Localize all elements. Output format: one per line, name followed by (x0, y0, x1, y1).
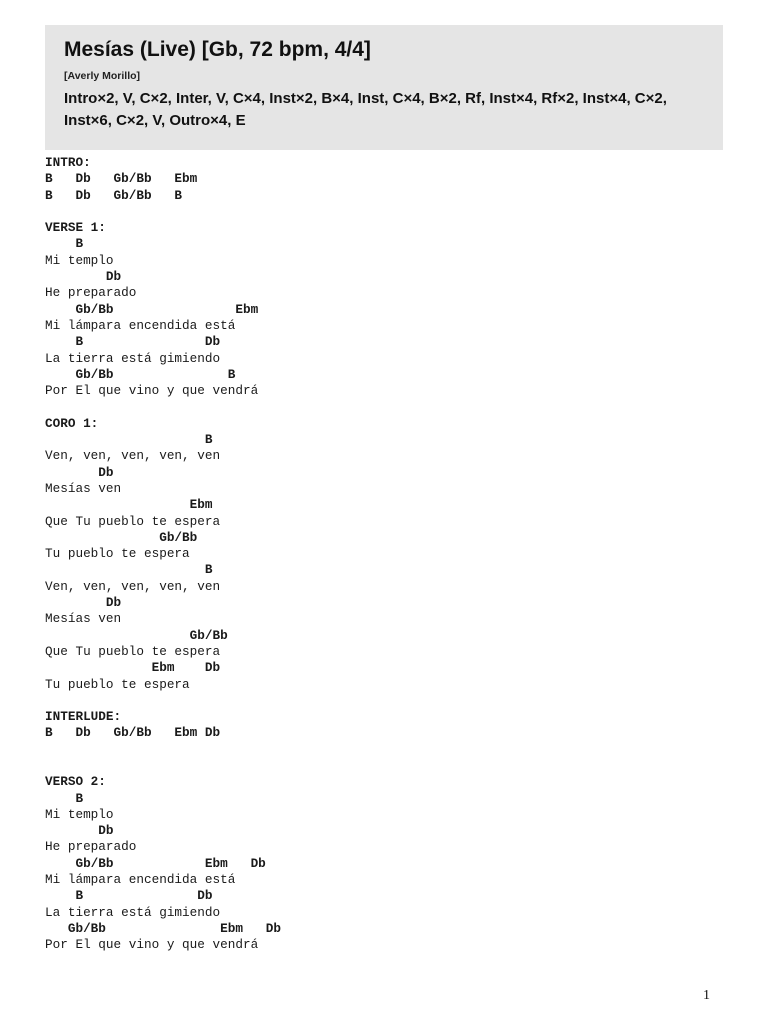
lyric-line: Mi lámpara encendida está (45, 872, 236, 888)
section-heading: INTERLUDE: (45, 709, 122, 725)
blank-line (45, 693, 281, 709)
section-heading: VERSO 2: (45, 774, 106, 790)
lyric-line: Que Tu pueblo te espera (45, 643, 221, 659)
lyric-line: He preparado (45, 285, 137, 301)
lyric-line: Tu pueblo te espera (45, 546, 190, 562)
chord-line: B Db (45, 334, 221, 350)
chord-line: B Db Gb/Bb Ebm Db (45, 725, 221, 741)
chord-line: B (45, 432, 213, 448)
chord-line: Gb/Bb Ebm (45, 301, 259, 317)
chord-line: B (45, 790, 84, 806)
lyric-line: Mi templo (45, 252, 114, 268)
song-structure: Intro×2, V, C×2, Inter, V, C×4, Inst×2, B×4, Inst, C×4, B×2, Rf, Inst×4, Rf×2, Inst×4, C×2, Inst×6, C×2, V, Outro×4, E (64, 90, 667, 129)
chord-line: Ebm Db (45, 660, 221, 676)
section-heading: VERSE 1: (45, 220, 106, 236)
lyric-line: Tu pueblo te espera (45, 676, 190, 692)
section-heading: INTRO: (45, 155, 91, 170)
song-header (45, 25, 723, 150)
chord-line: B (45, 236, 84, 252)
chord-line: Db (45, 464, 114, 480)
chord-line: B Db (45, 888, 213, 904)
section-heading: CORO 1: (45, 415, 99, 431)
lyric-line: Mesías ven (45, 611, 122, 627)
chord-line: Gb/Bb (45, 627, 228, 643)
chord-line: Db (45, 595, 122, 611)
lyric-line: Que Tu pueblo te espera (45, 513, 221, 529)
chord-line: B Db Gb/Bb B (45, 187, 183, 203)
chord-line: Gb/Bb B (45, 366, 236, 382)
lyric-line: Mi templo (45, 806, 114, 822)
chord-line: Gb/Bb Ebm Db (45, 855, 266, 871)
chord-line: B Db Gb/Bb Ebm (45, 171, 198, 187)
lyric-line: Mi lámpara encendida está (45, 317, 236, 333)
lyric-line: Por El que vino y que vendrá (45, 937, 259, 953)
lyric-line: La tierra está gimiendo (45, 350, 221, 366)
chord-line: Ebm (45, 497, 213, 513)
blank-line (45, 742, 281, 758)
lyric-line: He preparado (45, 839, 137, 855)
lyric-line: La tierra está gimiendo (45, 904, 221, 920)
lyric-line: Ven, ven, ven, ven, ven (45, 578, 221, 594)
chord-line: Gb/Bb (45, 529, 198, 545)
page-number: 1 (703, 988, 710, 1003)
lyric-line: Por El que vino y que vendrá (45, 383, 259, 399)
song-title: Mesías (Live) [Gb, 72 bpm, 4/4] (64, 38, 371, 61)
chord-line: Db (45, 823, 114, 839)
chord-line: Gb/Bb Ebm Db (45, 920, 282, 936)
blank-line (45, 758, 281, 774)
chord-line: B (45, 562, 213, 578)
chord-sheet (45, 155, 281, 954)
lyric-line: Ven, ven, ven, ven, ven (45, 448, 221, 464)
song-artist: [Averly Morillo] (64, 70, 141, 82)
blank-line (45, 399, 281, 415)
blank-line (45, 204, 281, 220)
chord-line: Db (45, 269, 122, 285)
lyric-line: Mesías ven (45, 480, 122, 496)
